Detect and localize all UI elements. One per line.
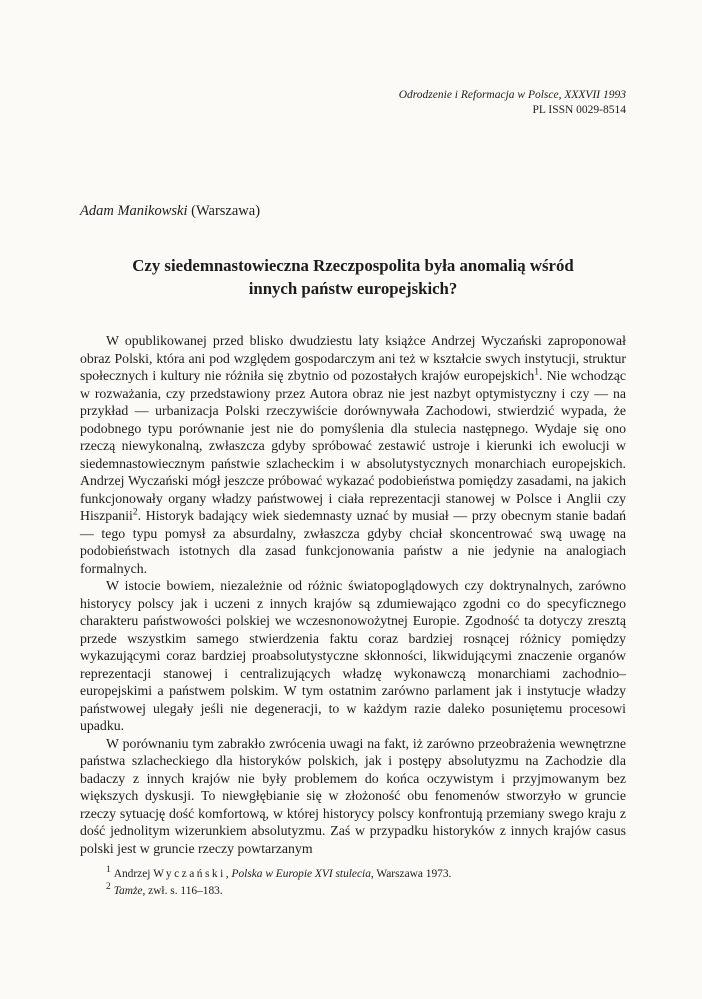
journal-masthead [80, 88, 626, 118]
footnotes-section [80, 866, 626, 900]
footnote-2-text: , zwł. s. 116–183. [142, 885, 223, 897]
author-name: Adam Manikowski [80, 203, 188, 219]
issn-number: PL ISSN 0029-8514 [532, 104, 626, 116]
footnote-2 [80, 883, 626, 900]
paragraph-1 [80, 332, 626, 577]
paragraph-2: W istocie bowiem, niezależnie od różnic światopoglądowych czy doktrynalnych, zarówno historycy polscy jak i uczeni z innych krajów są zdumiewająco zgodni co do specyficznego charakteru państwowości polskiej we wczesnonowożytnej Europie. Zgodność ta dotyczy zresztą przede wszystkim samego stwierdzenia faktu coraz bardziej rosnącej różnicy pomiędzy wykazującymi coraz bardziej proabsolutystyczne skłonności, likwidującymi znaczenie organów reprezentacji stanowej i centralizujących władzę wykonawczą monarchiami zachodnio–europejskimi a państwem polskim. W tym ostatnim zarówno parlament jak i instytucje władzy państwowej ulegały jeśli nie degeneracji, to w każdym razie daleko posuniętemu procesowi upadku. [80, 578, 626, 733]
footnote-1-number: 1 [106, 865, 111, 876]
paragraph-1-text: . Nie wchodząc w rozważania, czy przedstawiony przez Autora obraz nie jest nazbyt optymistyczny i czy — na przykład — urbanizacja Polski rzeczywiście dorównywała Zachodowi, stwierdzić wypada, że podobnego typu porównanie jest nie do pomyślenia dla stulecia następnego. Wydaje się ono rzeczą niewykonalną, zwłaszcza gdyby spróbować zestawić ustroje i kierunki ich ewolucji w siedemnastowiecznym państwie szlacheckim i w absolutystycznych monarchiach europejskich. Andrzej Wyczański mógł jeszcze próbować wykazać podobieństwa pomiędzy zasadami, na jakich funkcjonowały organy władzy państwowej i ciała reprezentacji stanowej w Polsce i Anglii czy Hiszpanii [80, 368, 626, 523]
footnote-reference-1: 1 [534, 367, 540, 378]
footnote-2-ibid: Tamże [113, 885, 143, 897]
paragraph-1-text: . Historyk badający wiek siedemnasty uznać by musiał — przy obecnym stanie badań — tego typu pomysł za absurdalny, zwłaszcza gdyby chciał skoncentrować swą uwagę na podobieństwach istotnych dla zasad funkcjonowania państw a nie jedynie na analogiach formalnych. [80, 508, 626, 576]
author-affiliation: (Warszawa) [187, 203, 261, 219]
article-body [80, 332, 626, 857]
paragraph-1-text: W opublikowanej przed blisko dwudziestu laty książce Andrzej Wyczański zaproponował obraz Polski, która ani pod względem gospodarczym ani też w kształcie swych instytucji, struktur społecznych i kultury nie różniła się zbytnio od pozostałych krajów europejskich [80, 333, 626, 383]
footnote-1-text: Andrzej [113, 868, 154, 880]
article-title: Czy siedemnastowieczna Rzeczpospolita była anomalią wśród innych państw europejskich? [132, 256, 574, 298]
footnote-1-book-title: Polska w Europie XVI stulecia [231, 868, 371, 880]
journal-citation: Odrodzenie i Reformacja w Polsce, XXXVII 1993 [398, 89, 626, 101]
footnote-reference-2: 2 [132, 507, 138, 518]
footnote-1-text: , [225, 868, 232, 880]
footnote-1 [80, 866, 626, 883]
footnote-1-author-spaced: Wyczański [153, 868, 226, 880]
footnote-1-text: , Warszawa 1973. [370, 868, 452, 880]
author-line [80, 202, 626, 220]
paragraph-3: W porównaniu tym zabrakło zwrócenia uwagi na fakt, iż zarówno przeobrażenia wewnętrzne państwa szlacheckiego dla historyków polskich, jak i postępy absolutyzmu na Zachodzie dla badaczy z innych krajów nie były problemem do końca oczywistym i przyjmowanym bez większych dyskusji. To niewgłębianie się w złożoność obu fenomenów stworzyło w gruncie rzeczy sytuację dość komfortową, w której historycy polscy konfrontują przemiany swego kraju z dość jednolitym wizerunkiem absolutyzmu. Zaś w przypadku historyków z innych krajów casus polski jest w gruncie rzeczy powtarzanym [80, 735, 626, 856]
footnote-2-number: 2 [106, 882, 111, 893]
